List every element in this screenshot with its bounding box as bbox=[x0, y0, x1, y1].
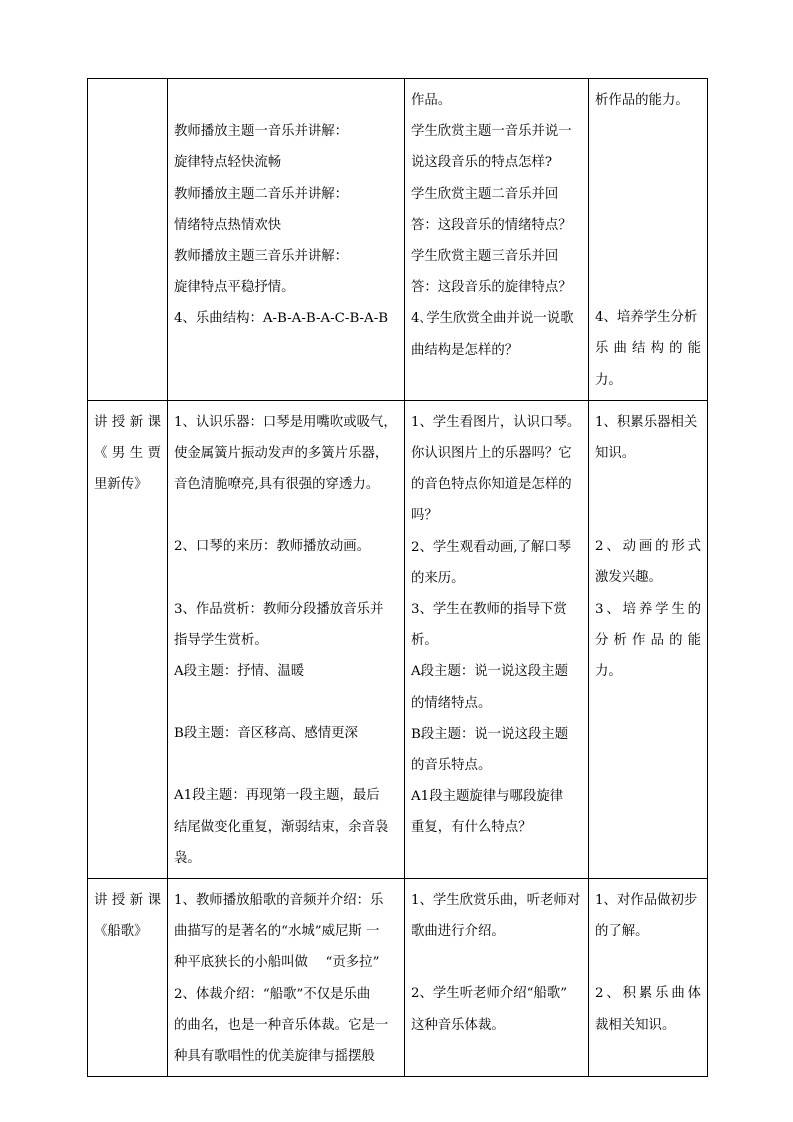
text-line: 3、作品赏析：教师分段播放音乐并 bbox=[174, 601, 384, 617]
text-line: 音色清脆嘹亮,具有很强的穿透力。 bbox=[174, 477, 380, 493]
text-line: 1、认识乐器：口琴是用嘴吹或吸气， bbox=[174, 414, 397, 430]
text-line: 说这段音乐的特点怎样? bbox=[411, 155, 553, 171]
text-line: 种平底狭长的小船叫做 “贡多拉” bbox=[174, 955, 380, 971]
text-line: 知识。 bbox=[595, 446, 636, 462]
text-line: 4、乐曲结构：A-B-A-B-A-C-B-A-B bbox=[174, 311, 389, 327]
text-line: A段主题：抒情、温暖 bbox=[174, 664, 305, 680]
text-line: 2、积累乐曲体 bbox=[595, 986, 701, 1002]
text-line: 3、培养学生的 bbox=[595, 601, 701, 617]
text-line: 1、学生欣赏乐曲，听老师对 bbox=[411, 893, 581, 909]
text-line: 的情绪特点。 bbox=[411, 695, 492, 711]
section-title: 讲授新课 bbox=[94, 414, 161, 430]
text-line: 裁相关知识。 bbox=[595, 1017, 676, 1033]
table-cell-student-activity bbox=[405, 879, 589, 1077]
text-line: 2、口琴的来历：教师播放动画。 bbox=[174, 539, 370, 555]
text-line: 曲结构是怎样的？ bbox=[411, 342, 519, 358]
section-title: 讲授新课 bbox=[94, 893, 161, 909]
text-line: 2、学生听老师介绍“船歌” bbox=[411, 986, 568, 1002]
table-row bbox=[88, 79, 708, 401]
section-title: 里新传》 bbox=[94, 477, 148, 493]
text-line: 旋律特点平稳抒情。 bbox=[174, 280, 295, 296]
text-line bbox=[174, 85, 398, 116]
section-title: 《男生贾 bbox=[94, 446, 161, 462]
text-line: 分析作品的能 bbox=[595, 632, 701, 648]
text-line: B段主题：说一说这段主题 bbox=[411, 726, 569, 742]
text-line: 使金属簧片振动发声的多簧片乐器， bbox=[174, 446, 389, 462]
section-title: 《船歌》 bbox=[94, 924, 148, 940]
text-line: 1、积累乐器相关 bbox=[595, 414, 698, 430]
text-line: 这种音乐体裁。 bbox=[411, 1017, 505, 1033]
table-cell-design-intent bbox=[589, 879, 708, 1077]
text-line: 袅。 bbox=[174, 850, 201, 866]
text-line: 歌曲进行介绍。 bbox=[411, 924, 505, 940]
text-line: 教师播放主题三音乐并讲解： bbox=[174, 249, 349, 265]
text-line: 吗？ bbox=[411, 508, 438, 524]
text-line: 1、学生看图片，认识口琴。 bbox=[411, 414, 581, 430]
text-line: 2、体裁介绍：“船歌”不仅是乐曲 bbox=[174, 986, 371, 1002]
text-line: 力。 bbox=[595, 372, 622, 388]
text-line: 的音乐特点。 bbox=[411, 758, 492, 774]
table-cell-student-activity bbox=[405, 79, 589, 401]
text-line: 学生欣赏主题二音乐并回 bbox=[411, 186, 559, 202]
text-line: 的来历。 bbox=[411, 570, 465, 586]
text-line: 的曲名，也是一种音乐体裁。它是一 bbox=[174, 1017, 389, 1033]
text-line: 教师播放主题二音乐并讲解： bbox=[174, 186, 349, 202]
table-row bbox=[88, 879, 708, 1077]
table-cell-design-intent bbox=[589, 79, 708, 401]
table-row bbox=[88, 400, 708, 878]
text-line: A段主题：说一说这段主题 bbox=[411, 664, 568, 680]
text-line: 曲描写的是著名的“水城”威尼斯 一 bbox=[174, 924, 380, 940]
table-cell-teacher-activity bbox=[168, 879, 405, 1077]
table-cell-design-intent bbox=[589, 400, 708, 878]
text-line: 1、教师播放船歌的音频并介绍：乐 bbox=[174, 893, 384, 909]
text-line: 的音色特点你知道是怎样的 bbox=[411, 477, 572, 493]
text-line: 旋律特点轻快流畅 bbox=[174, 155, 282, 171]
text-line: 3、学生在教师的指导下赏 bbox=[411, 602, 567, 618]
text-line: 教师播放主题一音乐并讲解： bbox=[174, 124, 349, 140]
text-line: 的了解。 bbox=[595, 924, 649, 940]
text-line: 激发兴趣。 bbox=[595, 570, 662, 586]
text-line: 答：这段音乐的旋律特点？ bbox=[411, 280, 572, 296]
text-line: 2、学生观看动画,了解口琴 bbox=[411, 539, 572, 555]
text-line: 情绪特点热情欢快 bbox=[174, 217, 282, 233]
text-line: 力。 bbox=[595, 664, 622, 680]
text-line: A1段主题：再现第一段主题，最后 bbox=[174, 788, 380, 804]
table-cell-section bbox=[88, 400, 168, 878]
lesson-plan-table bbox=[87, 78, 708, 1077]
text-line: 析。 bbox=[411, 633, 438, 649]
table-cell-section bbox=[88, 879, 168, 1077]
text-line: 学生欣赏主题三音乐并回 bbox=[411, 249, 559, 265]
text-line: 你认识图片上的乐器吗？它 bbox=[411, 446, 572, 462]
text-line: 结尾做变化重复，渐弱结束，余音袅 bbox=[174, 819, 389, 835]
text-line: 1、对作品做初步 bbox=[595, 893, 698, 909]
text-line: 乐曲结构的能 bbox=[595, 341, 701, 357]
text-line: 答：这段音乐的情绪特点？ bbox=[411, 217, 572, 233]
text-line: 指导学生赏析。 bbox=[174, 632, 268, 648]
table-cell-section bbox=[88, 79, 168, 401]
table-cell-teacher-activity bbox=[168, 400, 405, 878]
text-line: 学生欣赏主题一音乐并说一 bbox=[411, 124, 572, 140]
text-line: 析作品的能力。 bbox=[595, 93, 689, 108]
table-cell-student-activity bbox=[405, 400, 589, 878]
text-line: B段主题：音区移高、感情更深 bbox=[174, 726, 358, 742]
text-line: 4､学生欣赏全曲并说一说歌 bbox=[411, 311, 574, 327]
text-line: 4、培养学生分析 bbox=[595, 310, 698, 326]
table-cell-teacher-activity bbox=[168, 79, 405, 401]
text-line: A1段主题旋律与哪段旋律 bbox=[411, 789, 564, 805]
text-line: 作品。 bbox=[411, 93, 452, 108]
text-line: 种具有歌唱性的优美旋律与摇摆般 bbox=[174, 1049, 375, 1065]
text-line: 2、动画的形式 bbox=[595, 539, 701, 555]
text-line: 重复，有什么特点？ bbox=[411, 820, 532, 836]
